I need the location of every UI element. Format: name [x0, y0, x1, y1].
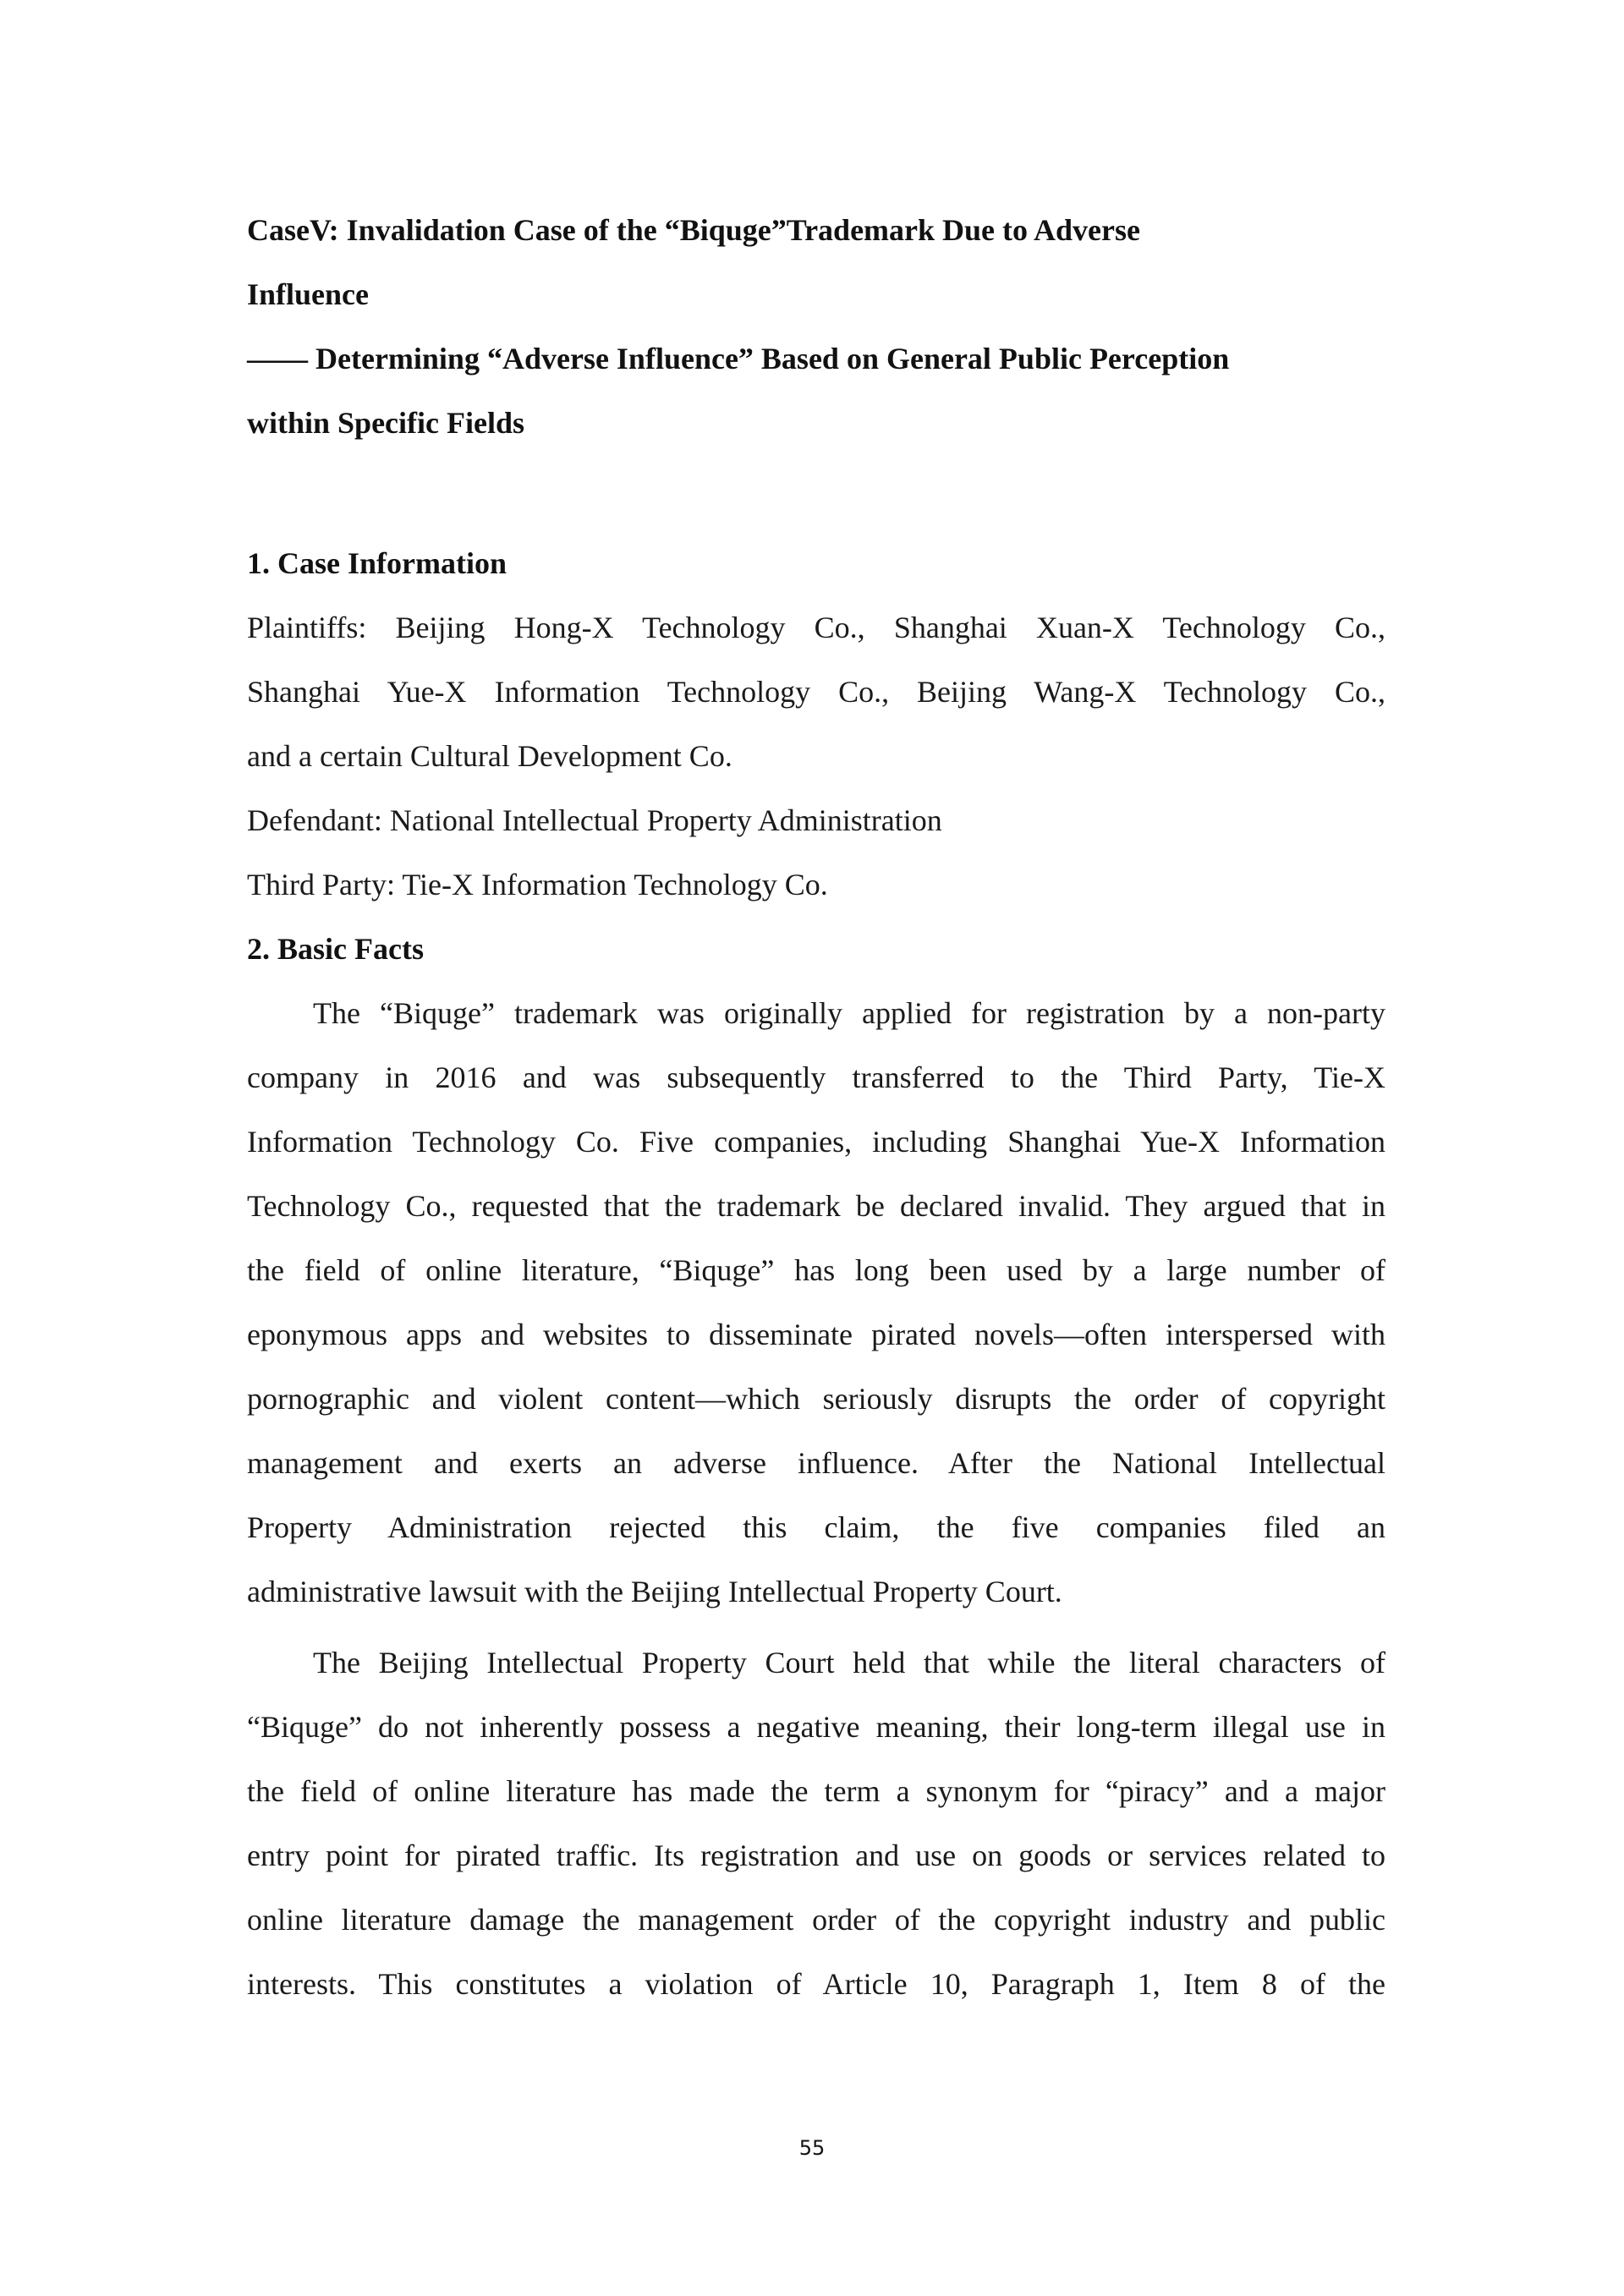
section-heading-case-information: 1. Case Information — [247, 546, 507, 580]
paragraph-line: Property Administration rejected this claim, the five companies filed an — [247, 1510, 1385, 1544]
paragraph-line: pornographic and violent content—which seriously disrupts the order of copyright — [247, 1382, 1385, 1416]
paragraph-line: “Biquge” do not inherently possess a negative meaning, their long-term illegal use in — [247, 1710, 1385, 1744]
paragraph-line: the field of online literature has made the term a synonym for “piracy” and a major — [247, 1774, 1385, 1808]
case-title-line-1: CaseV: Invalidation Case of the “Biquge”Trademark Due to Adverse — [247, 213, 1141, 247]
case-title-line-2: Influence — [247, 277, 369, 311]
paragraph-line: Technology Co., requested that the trademark be declared invalid. They argued that in — [247, 1189, 1385, 1223]
paragraph-line: management and exerts an adverse influence. After the National Intellectual — [247, 1446, 1385, 1480]
paragraph-line: entry point for pirated traffic. Its registration and use on goods or services related to — [247, 1838, 1385, 1872]
paragraph-line: Information Technology Co. Five companies, including Shanghai Yue-X Information — [247, 1125, 1385, 1159]
paragraph-line: The Beijing Intellectual Property Court held that while the literal characters of — [313, 1646, 1385, 1680]
paragraph-line: the field of online literature, “Biquge” has long been used by a large number of — [247, 1253, 1385, 1287]
plaintiffs-line-2: Shanghai Yue-X Information Technology Co., Beijing Wang-X Technology Co., — [247, 675, 1385, 709]
third-party-line: Third Party: Tie-X Information Technology Co. — [247, 868, 828, 901]
case-subtitle-line-2: within Specific Fields — [247, 406, 525, 440]
paragraph-line: interests. This constitutes a violation of Article 10, Paragraph 1, Item 8 of the — [247, 1967, 1385, 2001]
page-number: 55 — [798, 2136, 826, 2160]
plaintiffs-line-3: and a certain Cultural Development Co. — [247, 739, 732, 773]
paragraph-line: The “Biquge” trademark was originally applied for registration by a non-party — [313, 996, 1385, 1030]
paragraph-line: eponymous apps and websites to disseminate pirated novels—often interspersed with — [247, 1318, 1385, 1351]
paragraph-line: administrative lawsuit with the Beijing Intellectual Property Court. — [247, 1575, 1062, 1608]
plaintiffs-line-1: Plaintiffs: Beijing Hong-X Technology Co., Shanghai Xuan-X Technology Co., — [247, 611, 1385, 644]
case-subtitle-line-1: —— Determining “Adverse Influence” Based on General Public Perception — [247, 342, 1230, 375]
paragraph-line: online literature damage the management order of the copyright industry and public — [247, 1903, 1385, 1937]
defendant-line: Defendant: National Intellectual Property Administration — [247, 803, 942, 837]
paragraph-line: company in 2016 and was subsequently transferred to the Third Party, Tie-X — [247, 1060, 1385, 1094]
section-heading-basic-facts: 2. Basic Facts — [247, 932, 424, 966]
